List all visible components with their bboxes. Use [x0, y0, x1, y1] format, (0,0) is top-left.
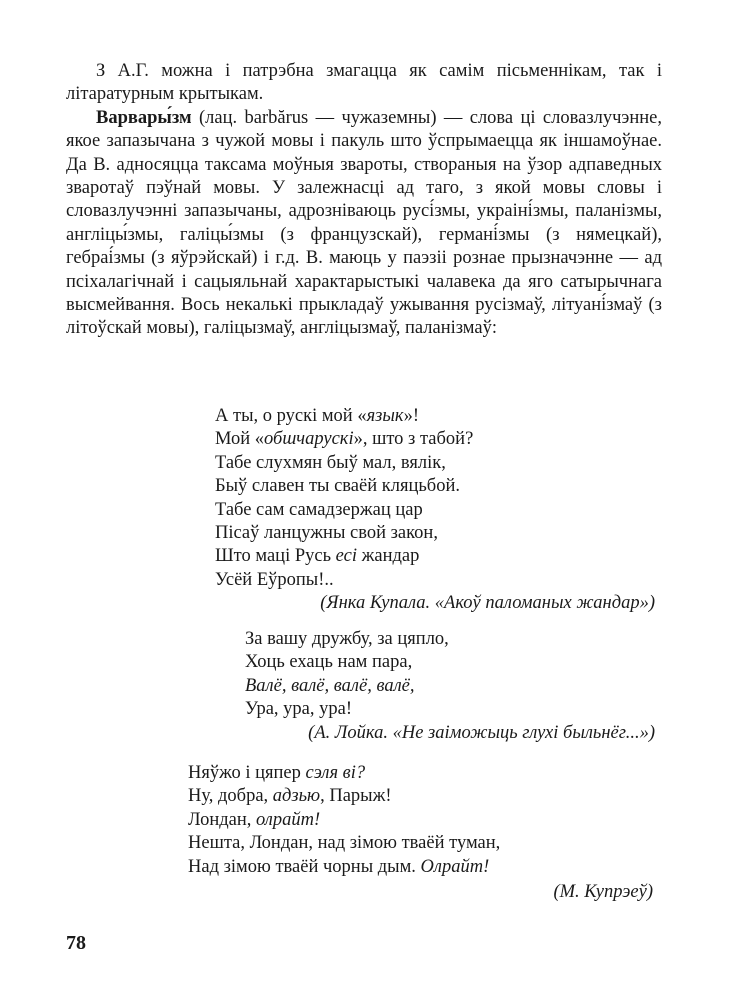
poem-line: Быў славен ты сваёй кляцьбой.: [215, 476, 460, 497]
poem-line: Пісаў ланцужны свой закон,: [215, 523, 438, 544]
poem-italic-word: сэля ві?: [305, 763, 366, 783]
poem-loika: [245, 628, 655, 745]
definition-term: Варвары́зм: [96, 107, 192, 128]
poem-italic-word: есі: [335, 546, 357, 567]
poem-source: (Янка Купала. «Акоў паломаных жандар»): [320, 593, 655, 614]
poem-source: (М. Купрэеў): [553, 882, 653, 903]
poem-line: [188, 809, 653, 832]
poem-line: [188, 856, 653, 879]
poem-italic-word: Олрайт!: [420, 856, 490, 877]
poem-text: Лондан,: [188, 809, 257, 830]
page-number: 78: [66, 932, 86, 954]
poem-italic-word: адзью: [272, 786, 321, 807]
poem-text: Што маці Русь: [215, 546, 336, 567]
intro-paragraph: З А.Г. можна і патрэбна змагацца як самім пісьменнікам, так і літаратурным крытыкам.: [66, 61, 662, 105]
poem-kupreeu: [188, 762, 653, 904]
poem-line: [215, 405, 655, 428]
definition-body: (лац. barbărus — чужаземны) — слова ці словазлучэнне, якое запазычана з чужой мовы і пакуль што ўспрымаецца як іншамоўнае. Да В. адносяцца таксама моўныя звароты, створаныя на ўзор адпаведных зваротаў пэўнай мовы. У залежнасці ад таго, з якой мовы словы і словазлучэнні запазычаны, адрозніваюць русі́змы, украіні́змы, паланізмы, англіцы́змы, галіцы́змы (з французскай), германі́змы (з нямецкай), гебраі́змы (з яўрэйскай) і г.д. В. маюць у паэзіі рознае прызначэнне — ад псіхалагічнай і сацыяльнай характарыстыкі чалавека да яго сатырычнага высмейвання. Вось некалькі прыкладаў ужывання русізмаў, літуані́змаў (з літоўскай мовы), галіцызмаў, англіцызмаў, паланізмаў:: [66, 107, 662, 339]
poem-text: А ты, о рускі мой «: [215, 406, 367, 426]
poem-kupala: [215, 405, 655, 616]
poem-line: [188, 762, 653, 785]
poem-line: [215, 428, 655, 451]
poem-line: [188, 785, 653, 808]
poem-line: Ура, ура, ура!: [245, 699, 353, 720]
poem-line: Нешта, Лондан, над зімою тваёй туман,: [188, 833, 501, 854]
definition-paragraph: [66, 107, 662, 341]
poem-text: Над зімою тваёй чорны дым.: [188, 856, 421, 877]
poem-source: (А. Лойка. «Не заіможыць глухі быльнёг...»): [308, 722, 655, 743]
poem-text: Няўжо і цяпер: [188, 763, 306, 783]
poem-italic-word: олрайт!: [256, 809, 321, 830]
poem-italic-word: обшчарускі: [264, 429, 354, 450]
poem-text: Мой «: [215, 429, 265, 450]
poem-line: За вашу дружбу, за цяпло,: [245, 629, 449, 649]
poem-italic-word: язык: [366, 406, 404, 426]
poem-line: Табе слухмян быў мал, вялік,: [215, 452, 446, 473]
poem-line: Валё, валё, валё, валё,: [245, 675, 415, 696]
poem-line: Табе сам самадзержац цар: [215, 499, 423, 520]
poem-text: жандар: [356, 546, 420, 567]
poem-text: Ну, добра,: [188, 786, 273, 807]
poem-line: Усёй Еўропы!..: [215, 569, 334, 590]
poem-line: Хоць ехаць нам пара,: [245, 652, 413, 673]
poem-text: », што з табой?: [353, 429, 474, 450]
poem-text: »!: [403, 406, 419, 426]
poem-line: [215, 545, 655, 568]
poem-text: , Парыж!: [320, 786, 392, 807]
body-text: [66, 60, 662, 341]
